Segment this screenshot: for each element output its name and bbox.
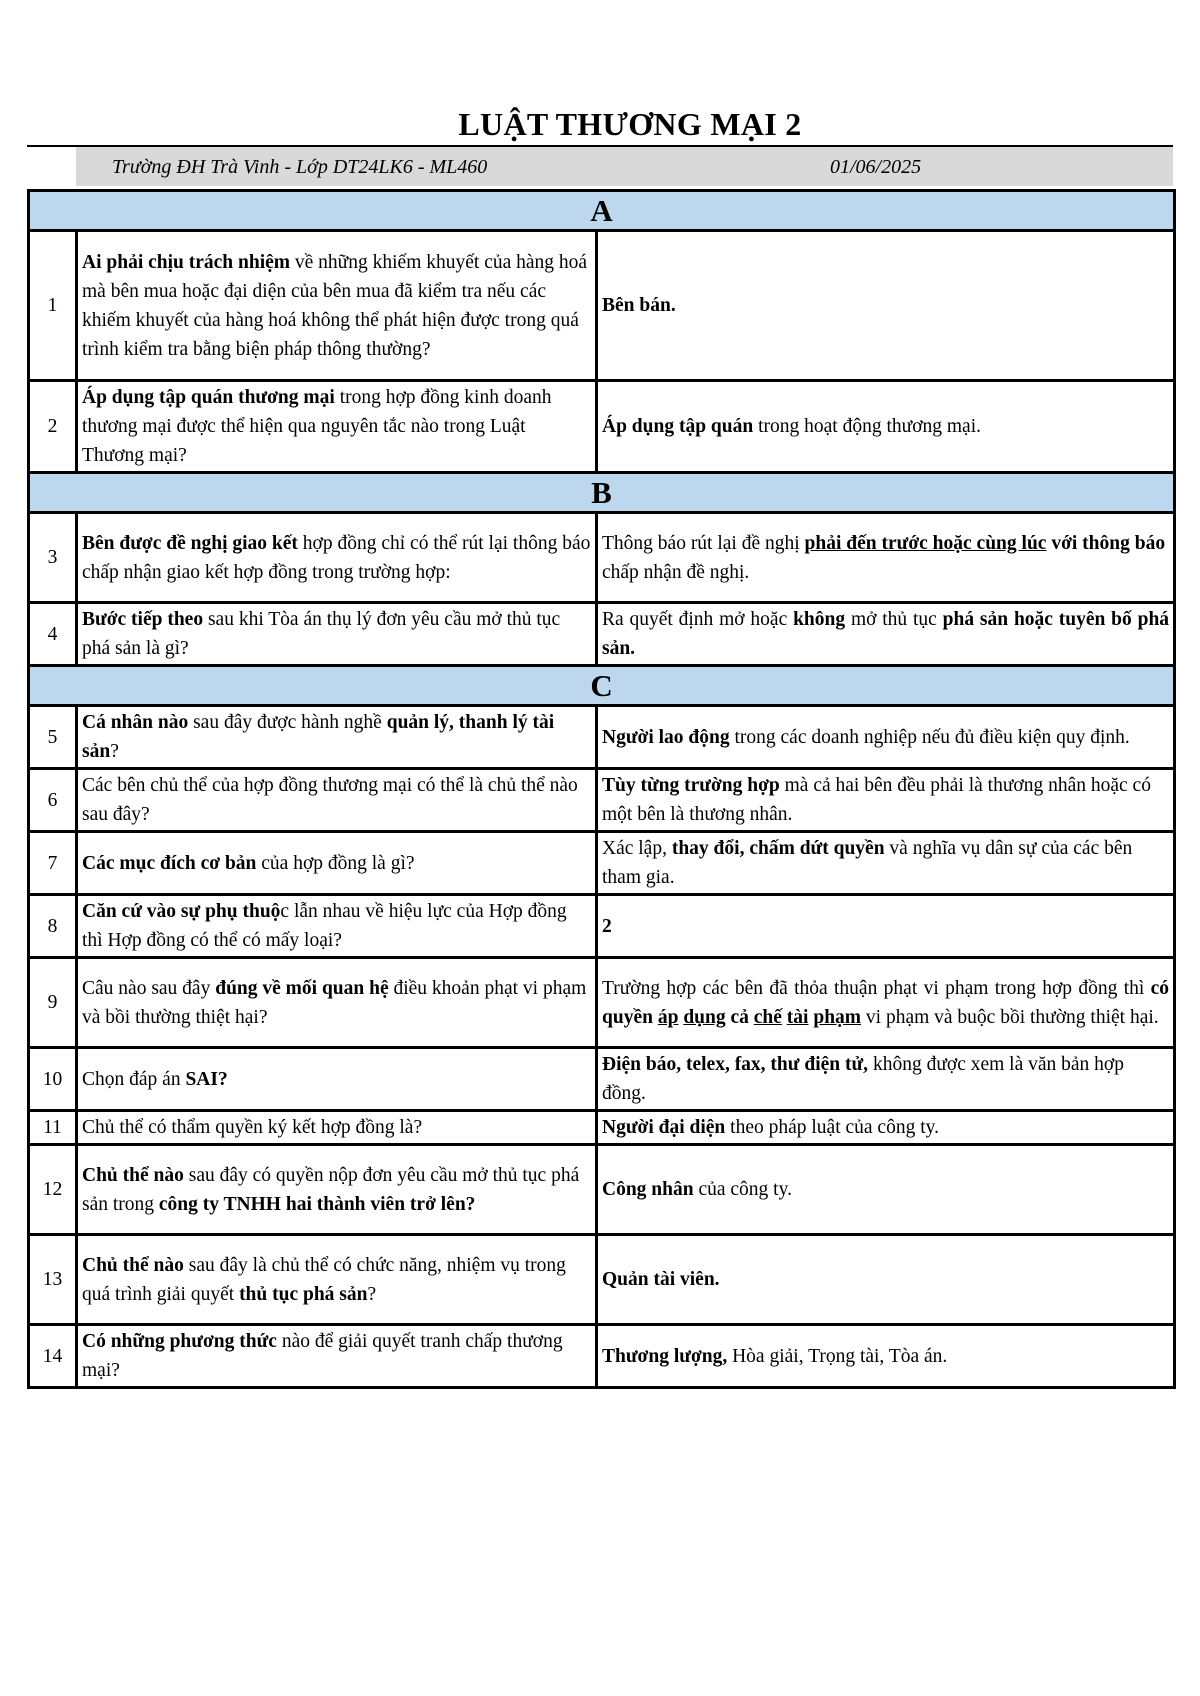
emphasis-text: SAI? bbox=[185, 1068, 228, 1090]
row-number: 7 bbox=[29, 832, 77, 895]
question-cell bbox=[77, 1235, 597, 1325]
cell-text: nào để giải quyết tranh chấp thương mại? bbox=[82, 1331, 563, 1381]
question-cell bbox=[77, 381, 597, 473]
row-number: 4 bbox=[29, 603, 77, 666]
emphasis-text: có quyền bbox=[602, 977, 1170, 1028]
document-title: LUẬT THƯƠNG MẠI 2 bbox=[458, 106, 802, 142]
cell-text: sau khi Tòa án thụ lý đơn yêu cầu mở thủ tục phá sản là gì? bbox=[82, 609, 561, 659]
emphasis-text: 2 bbox=[602, 915, 612, 937]
cell-text: Chọn đáp án bbox=[82, 1068, 186, 1090]
table-row bbox=[29, 706, 1175, 769]
answer-cell bbox=[597, 1048, 1175, 1111]
answer-cell bbox=[597, 895, 1175, 958]
qa-table bbox=[27, 189, 1176, 1389]
emphasis-text: Người đại diện bbox=[602, 1117, 726, 1138]
table-row bbox=[29, 1235, 1175, 1325]
subtitle-bar bbox=[76, 147, 1173, 186]
cell-text: trong hoạt động thương mại. bbox=[753, 416, 981, 437]
table-row bbox=[29, 1145, 1175, 1235]
cell-text: ? bbox=[110, 741, 119, 762]
cell-text: Thông báo rút lại đề nghị bbox=[602, 532, 805, 554]
emphasis-text: thủ tục phá sản bbox=[239, 1283, 368, 1305]
table-row bbox=[29, 958, 1175, 1048]
emphasis-text: Ai phải chịu trách nhiệm bbox=[82, 251, 291, 273]
cell-text: Hòa giải, Trọng tài, Tòa án. bbox=[727, 1345, 948, 1367]
section-header-b bbox=[29, 473, 1175, 513]
row-number: 10 bbox=[29, 1048, 77, 1111]
emphasis-text: chế bbox=[753, 1006, 782, 1028]
emphasis-text: Quản tài viên. bbox=[602, 1269, 720, 1290]
answer-cell bbox=[597, 832, 1175, 895]
emphasis-text: Có những phương thức bbox=[82, 1331, 277, 1352]
question-cell bbox=[77, 603, 597, 666]
emphasis-text: Cá nhân nào bbox=[82, 712, 189, 733]
cell-text: mở thủ tục bbox=[845, 609, 943, 630]
answer-cell bbox=[597, 381, 1175, 473]
cell-text: Câu nào sau đây bbox=[82, 977, 216, 999]
cell-text: của công ty. bbox=[693, 1179, 792, 1200]
row-number: 11 bbox=[29, 1111, 77, 1145]
question-cell bbox=[77, 231, 597, 381]
emphasis-text: Điện báo, telex, fax, thư điện tử, bbox=[602, 1054, 869, 1075]
emphasis-text: đúng về mối quan hệ bbox=[215, 977, 389, 999]
cell-text: vi phạm và buộc bồi thường thiệt hại. bbox=[861, 1006, 1159, 1028]
table-row bbox=[29, 1111, 1175, 1145]
emphasis-text: hoặc tuyên bố phá sản. bbox=[602, 609, 1170, 659]
emphasis-text: Chủ thể nào bbox=[82, 1164, 184, 1186]
row-number: 2 bbox=[29, 381, 77, 473]
row-number: 12 bbox=[29, 1145, 77, 1235]
section-label: C bbox=[29, 666, 1175, 706]
row-number: 14 bbox=[29, 1325, 77, 1388]
answer-cell bbox=[597, 1111, 1175, 1145]
question-cell bbox=[77, 1048, 597, 1111]
cell-text: điều khoản phạt vi phạm và bồi thường thiệt hại? bbox=[82, 977, 587, 1028]
emphasis-text: Bên bán. bbox=[602, 295, 676, 316]
emphasis-text: dụng bbox=[683, 1006, 726, 1028]
emphasis-text: áp bbox=[657, 1006, 679, 1028]
cell-text: Ra quyết định mở hoặc bbox=[602, 609, 794, 630]
cell-text: và nghĩa vụ dân sự của các bên tham gia. bbox=[602, 838, 1133, 888]
school-class-label: Trường ĐH Trà Vinh - Lớp DT24LK6 - ML460 bbox=[112, 156, 488, 178]
cell-text: hợp đồng chỉ có thể rút lại thông báo chấp nhận giao kết hợp đồng trong trường hợp: bbox=[82, 532, 591, 583]
question-cell bbox=[77, 832, 597, 895]
emphasis-text: Áp dụng tập quán bbox=[602, 416, 754, 437]
emphasis-text: Thương lượng, bbox=[602, 1345, 728, 1367]
emphasis-text: không bbox=[793, 609, 846, 630]
section-label: B bbox=[29, 473, 1175, 513]
row-number: 9 bbox=[29, 958, 77, 1048]
cell-text: trong hợp đồng kinh doanh thương mại được thể hiện qua nguyên tắc nào trong Luật Thương mại? bbox=[82, 387, 552, 466]
cell-text: sau đây là chủ thể có chức năng, nhiệm vụ trong quá trình giải quyết bbox=[82, 1254, 566, 1305]
table-row bbox=[29, 1048, 1175, 1111]
answer-cell bbox=[597, 958, 1175, 1048]
table-row bbox=[29, 603, 1175, 666]
emphasis-text: quản lý, thanh lý tài sản bbox=[82, 712, 555, 762]
cell-text: về những khiếm khuyết của hàng hoá mà bên mua hoặc đại diện của bên mua đã kiểm tra nếu các khiếm khuyết của hàng hoá không thể phát hiện được trong quá trình kiểm tra bằng biện pháp thông thường? bbox=[82, 251, 588, 360]
emphasis-text: công ty TNHH hai thành viên trở lên? bbox=[158, 1193, 476, 1215]
emphasis-text: Người lao động bbox=[602, 726, 730, 748]
emphasis-text: phá sản bbox=[942, 609, 1009, 630]
emphasis-text: Các mục đích cơ bản bbox=[82, 852, 257, 874]
row-number: 1 bbox=[29, 231, 77, 381]
emphasis-text: phải đến trước hoặc cùng lúc bbox=[804, 532, 1047, 554]
emphasis-text: Áp dụng tập quán thương mại bbox=[82, 387, 335, 408]
question-cell bbox=[77, 769, 597, 832]
emphasis-text: Công nhân bbox=[602, 1179, 694, 1200]
emphasis-text: cả bbox=[730, 1006, 749, 1028]
emphasis-text: Chủ thể nào bbox=[82, 1254, 184, 1276]
emphasis-text: Bước tiếp theo bbox=[82, 609, 204, 630]
emphasis-text: tài bbox=[786, 1006, 809, 1028]
answer-cell bbox=[597, 231, 1175, 381]
question-cell bbox=[77, 1111, 597, 1145]
question-cell bbox=[77, 958, 597, 1048]
row-number: 8 bbox=[29, 895, 77, 958]
emphasis-text: với thông báo bbox=[1051, 532, 1166, 554]
emphasis-text: thay đổi, chấm dứt quyền bbox=[671, 838, 885, 859]
table-row bbox=[29, 832, 1175, 895]
question-cell bbox=[77, 1325, 597, 1388]
cell-text: mà cả hai bên đều phải là thương nhân hoặc có một bên là thương nhân. bbox=[602, 775, 1151, 825]
emphasis-text: Bên được đề nghị giao kết bbox=[82, 532, 298, 554]
cell-text: sau đây được hành nghề bbox=[188, 712, 387, 733]
cell-text: Trường hợp các bên đã thỏa thuận phạt vi phạm trong hợp đồng thì bbox=[602, 977, 1151, 999]
question-cell bbox=[77, 706, 597, 769]
answer-cell bbox=[597, 706, 1175, 769]
table-row bbox=[29, 769, 1175, 832]
emphasis-text: Căn cứ vào sự phụ thuộ bbox=[82, 901, 281, 922]
answer-cell bbox=[597, 1325, 1175, 1388]
emphasis-text: Tùy từng trường hợp bbox=[602, 775, 780, 796]
cell-text: chấp nhận đề nghị. bbox=[602, 561, 750, 583]
cell-text: theo pháp luật của công ty. bbox=[725, 1117, 939, 1138]
cell-text: c lẫn nhau về hiệu lực của Hợp đồng thì Hợp đồng có thể có mấy loại? bbox=[82, 901, 567, 951]
date-label: 01/06/2025 bbox=[830, 156, 922, 178]
table-row bbox=[29, 1325, 1175, 1388]
cell-text: không được xem là văn bản hợp đồng. bbox=[602, 1054, 1124, 1104]
answer-cell bbox=[597, 513, 1175, 603]
question-cell bbox=[77, 1145, 597, 1235]
cell-text: Xác lập, bbox=[602, 838, 672, 859]
answer-cell bbox=[597, 1235, 1175, 1325]
question-cell bbox=[77, 513, 597, 603]
cell-text: trong các doanh nghiệp nếu đủ điều kiện quy định. bbox=[729, 726, 1130, 748]
answer-cell bbox=[597, 603, 1175, 666]
row-number: 5 bbox=[29, 706, 77, 769]
emphasis-text: phạm bbox=[813, 1006, 862, 1028]
answer-cell bbox=[597, 1145, 1175, 1235]
row-number: 13 bbox=[29, 1235, 77, 1325]
cell-text: Chủ thể có thẩm quyền ký kết hợp đồng là? bbox=[82, 1117, 423, 1138]
table-row bbox=[29, 231, 1175, 381]
table-row bbox=[29, 895, 1175, 958]
answer-cell bbox=[597, 769, 1175, 832]
table-row bbox=[29, 381, 1175, 473]
cell-text: Các bên chủ thể của hợp đồng thương mại có thể là chủ thể nào sau đây? bbox=[82, 775, 578, 825]
section-header-a bbox=[29, 191, 1175, 231]
cell-text: ? bbox=[367, 1283, 377, 1305]
row-number: 6 bbox=[29, 769, 77, 832]
cell-text: của hợp đồng là gì? bbox=[256, 852, 415, 874]
row-number: 3 bbox=[29, 513, 77, 603]
section-label: A bbox=[29, 191, 1175, 231]
section-header-c bbox=[29, 666, 1175, 706]
table-row bbox=[29, 513, 1175, 603]
question-cell bbox=[77, 895, 597, 958]
cell-text: sau đây có quyền nộp đơn yêu cầu mở thủ tục phá sản trong bbox=[82, 1164, 580, 1215]
